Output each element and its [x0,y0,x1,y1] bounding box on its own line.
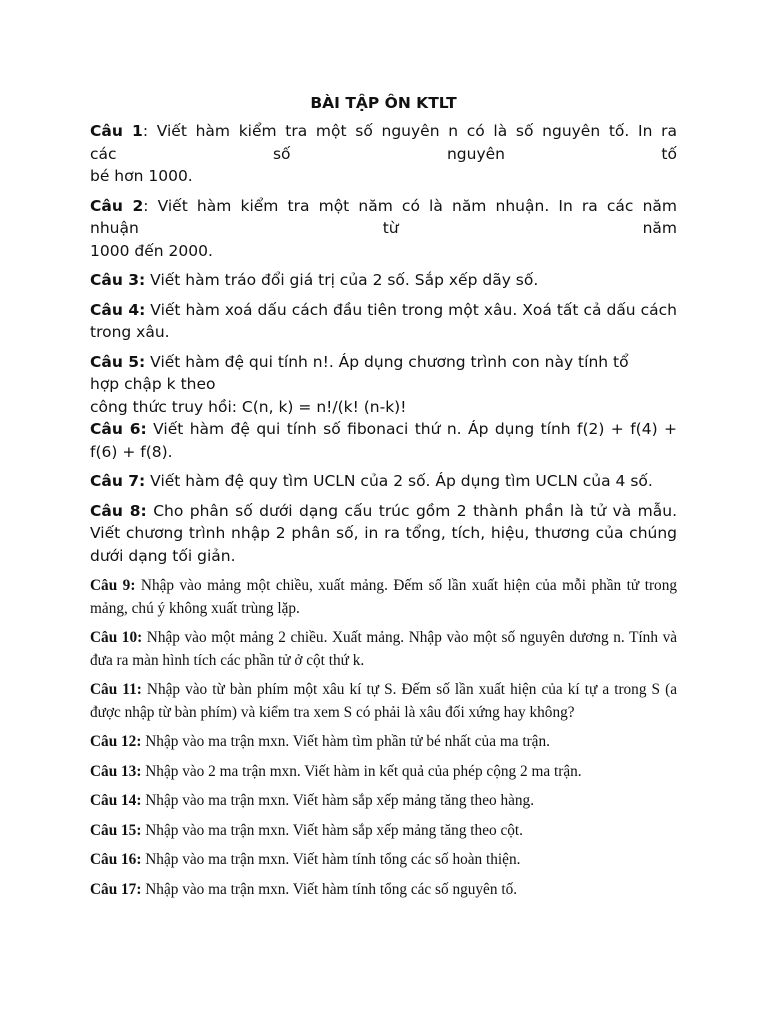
question-14 [90,790,677,813]
question-1-line-2: các số nguyên tố [90,144,677,163]
question-11 [90,679,677,724]
question-16 [90,849,677,872]
question-17-label: Câu 17: [90,880,142,898]
question-10-label: Câu 10: [90,629,143,646]
question-13-label: Câu 13: [90,762,142,780]
question-5-label: Câu 5: [90,352,146,371]
question-17 [90,879,677,902]
question-2 [90,195,677,263]
question-3-label: Câu 3: [90,271,146,289]
question-6-text: Viết hàm đệ qui tính số fibonaci thứ n. Áp dụng tính f(2) + f(4) + f(6) + f(8). [90,420,678,461]
question-1-line-1: Câu 1: Viết hàm kiểm tra một số nguyên n có là số nguyên tố. In ra [90,122,677,140]
question-12-text: Nhập vào ma trận mxn. Viết hàm tìm phần tử bé nhất của ma trận. [141,733,550,750]
question-8-label: Câu 8: [90,501,147,520]
document-title: BÀI TẬP ÔN KTLT [310,94,457,112]
question-1-label: Câu 1 [90,122,143,140]
question-3-text: Viết hàm tráo đổi giá trị của 2 số. Sắp xếp dãy số. [145,271,539,289]
question-5-line-1: Câu 5: Viết hàm đệ qui tính n!. Áp dụng chương trình con này tính tổ [90,352,629,371]
question-13 [90,761,677,784]
question-15-label: Câu 15: [90,821,142,839]
question-14-label: Câu 14: [90,792,142,809]
question-7 [90,470,677,493]
question-11-label: Câu 11: [90,681,142,698]
question-15-text: Nhập vào ma trận mxn. Viết hàm sắp xếp mảng tăng theo cột. [141,821,523,839]
question-11-text: Nhập vào từ bàn phím một xâu kí tự S. Đếm số lần xuất hiện của kí tự a trong S (a được nhập từ bàn phím) và kiểm tra xem S có phải là xâu đối xứng hay không? [90,681,678,721]
question-1-line-3: bé hơn 1000. [90,167,193,185]
question-1 [90,120,677,188]
question-6 [90,418,677,463]
question-4-text: Viết hàm xoá dấu cách đầu tiên trong một xâu. Xoá tất cả dấu cách trong xâu. [90,300,677,341]
question-9-text: Nhập vào mảng một chiều, xuất mảng. Đếm số lần xuất hiện của mỗi phần tử trong mảng, chú ý không xuất trùng lặp. [90,577,677,617]
question-9-label: Câu 9: [90,577,136,594]
question-16-label: Câu 16: [90,851,142,868]
question-10 [90,627,677,672]
question-7-label: Câu 7: [90,472,146,490]
question-2-line-1: Câu 2: Viết hàm kiểm tra một năm có là năm nhuận. In ra các năm [90,196,677,215]
question-4-label: Câu 4: [90,300,146,319]
question-9 [90,575,677,620]
question-2-line-2: nhuận từ năm [90,219,677,237]
question-8-text: Cho phân số dưới dạng cấu trúc gồm 2 thành phần là tử và mẫu. Viết chương trình nhập 2 phân số, in ra tổng, tích, hiệu, thương của chúng dưới dạng tối giản. [90,501,678,565]
question-7-text: Viết hàm đệ quy tìm UCLN của 2 số. Áp dụng tìm UCLN của 4 số. [145,472,653,490]
question-16-text: Nhập vào ma trận mxn. Viết hàm tính tổng các số hoàn thiện. [141,851,521,868]
question-2-line-3: 1000 đến 2000. [90,241,213,260]
question-15 [90,820,677,843]
question-8 [90,500,677,568]
question-5 [90,351,677,419]
question-10-text: Nhập vào một mảng 2 chiều. Xuất mảng. Nhập vào một số nguyên dương n. Tính và đưa ra màn hình tích các phần tử ở cột thứ k. [90,629,678,669]
question-12 [90,731,677,754]
question-14-text: Nhập vào ma trận mxn. Viết hàm sắp xếp mảng tăng theo hàng. [141,792,535,809]
question-17-text: Nhập vào ma trận mxn. Viết hàm tính tổng các số nguyên tố. [141,880,518,898]
question-5-line-3: công thức truy hồi: C(n, k) = n!/(k! (n-k)! [90,397,407,416]
question-5-line-2: hợp chập k theo [90,375,216,393]
question-3 [90,269,677,292]
question-4 [90,299,677,344]
question-6-label: Câu 6: [90,420,147,438]
document-page [90,92,677,901]
question-12-label: Câu 12: [90,733,142,750]
question-13-text: Nhập vào 2 ma trận mxn. Viết hàm in kết quả của phép cộng 2 ma trận. [141,762,582,780]
question-2-label: Câu 2 [90,196,144,215]
